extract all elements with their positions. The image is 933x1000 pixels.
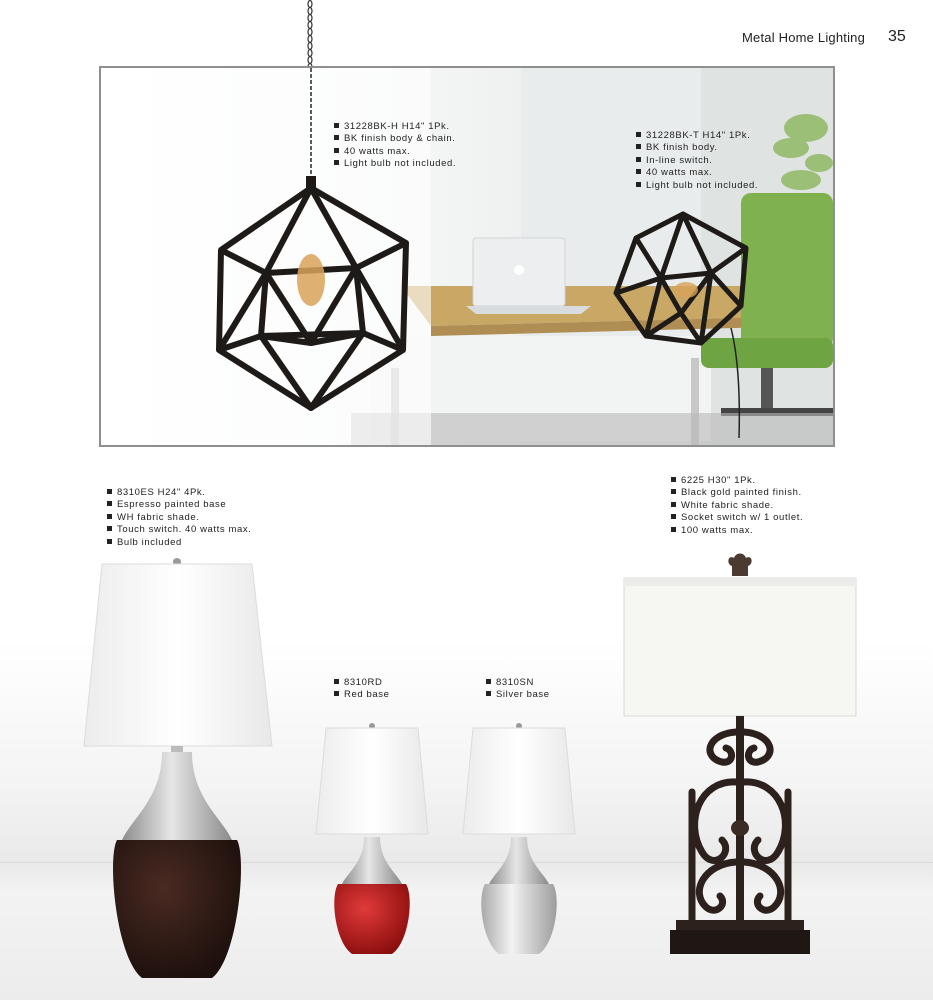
spec-text: 6225 H30" 1Pk.: [681, 475, 756, 486]
spec-line: [636, 142, 758, 154]
spec-text: Light bulb not included.: [344, 158, 457, 170]
page-header-title: Metal Home Lighting: [742, 30, 866, 45]
spec-text: Touch switch. 40 watts max.: [117, 524, 252, 536]
spec-line: [671, 475, 803, 487]
spec-table-geo: [636, 130, 758, 192]
spec-pendant: [334, 121, 456, 171]
spec-line: [107, 499, 251, 511]
spec-text: 8310RD: [344, 677, 383, 688]
red-table-lamp: [314, 722, 432, 958]
spec-text: 100 watts max.: [681, 524, 754, 536]
espresso-table-lamp: [82, 558, 277, 986]
spec-text: 31228BK-T H14" 1Pk.: [646, 130, 751, 141]
spec-line: [636, 167, 758, 179]
spec-scroll: [671, 475, 803, 537]
spec-line: [671, 487, 803, 499]
spec-line: [107, 487, 251, 499]
spec-espresso: [107, 487, 251, 549]
spec-text: Silver base: [496, 689, 550, 701]
spec-line: [334, 677, 389, 689]
spec-red: [334, 677, 389, 702]
room-photo: [99, 66, 835, 447]
spec-line: [107, 537, 251, 549]
spec-text: BK finish body.: [646, 142, 718, 154]
spec-silver: [486, 677, 550, 702]
silver-table-lamp: [461, 722, 579, 958]
spec-line: [636, 180, 758, 192]
page-number: 35: [888, 28, 906, 45]
spec-text: BK finish body & chain.: [344, 133, 456, 145]
spec-line: [334, 146, 456, 158]
scroll-table-lamp: [622, 552, 860, 956]
pendant-chain-top: [304, 0, 316, 68]
edison-bulb: [297, 254, 325, 306]
spec-text: Socket switch w/ 1 outlet.: [681, 512, 804, 524]
spec-line: [334, 133, 456, 145]
spec-line: [334, 689, 389, 701]
spec-line: [671, 500, 803, 512]
spec-line: [486, 677, 550, 689]
spec-text: Espresso painted base: [117, 499, 227, 511]
spec-text: 8310SN: [496, 677, 534, 688]
room-scene: [101, 68, 833, 445]
spec-line: [636, 155, 758, 167]
spec-text: In-line switch.: [646, 154, 713, 166]
spec-text: Red base: [344, 689, 390, 701]
spec-text: 40 watts max.: [646, 167, 713, 179]
spec-line: [107, 512, 251, 524]
spec-line: [486, 689, 550, 701]
spec-text: WH fabric shade.: [117, 511, 200, 523]
spec-line: [334, 121, 456, 133]
spec-line: [671, 525, 803, 537]
spec-text: Light bulb not included.: [646, 179, 759, 191]
spec-line: [636, 130, 758, 142]
spec-text: 8310ES H24" 4Pk.: [117, 487, 206, 498]
office-chair: [741, 193, 833, 348]
spec-text: Black gold painted finish.: [681, 487, 802, 499]
spec-text: 31228BK-H H14" 1Pk.: [344, 121, 450, 132]
spec-text: 40 watts max.: [344, 145, 411, 157]
spec-text: White fabric shade.: [681, 499, 774, 511]
spec-line: [107, 524, 251, 536]
spec-line: [334, 158, 456, 170]
spec-line: [671, 512, 803, 524]
spec-text: Bulb included: [117, 536, 182, 548]
